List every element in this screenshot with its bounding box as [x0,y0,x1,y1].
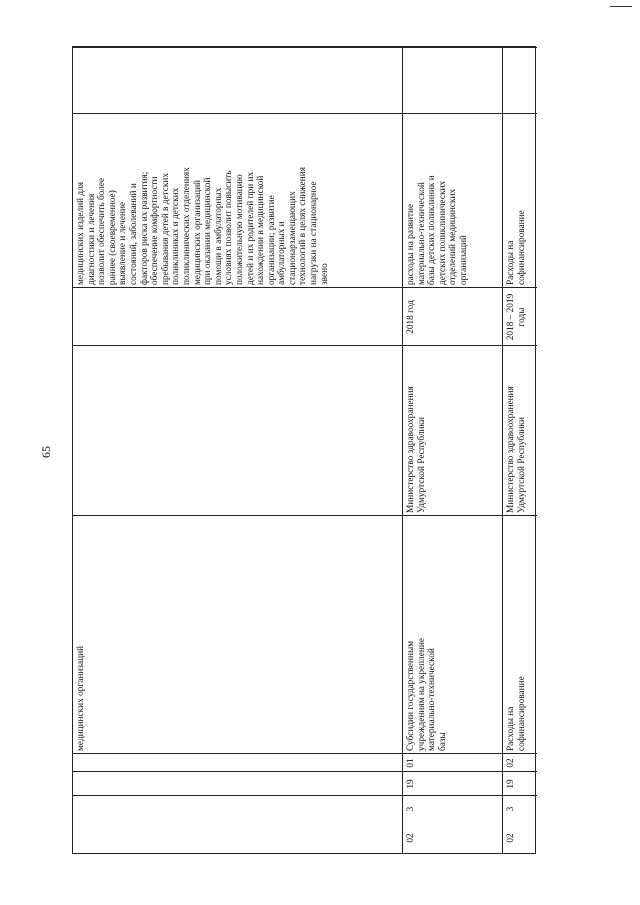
table-cell-extra [503,47,537,113]
cell-text: 2018 год [406,300,416,334]
table-cell-code-c [73,771,402,795]
cell-text: 2018 – 2019 годы [506,293,527,341]
table-row [73,47,403,853]
table-cell-result [403,113,502,287]
corner-dash-mark [610,6,632,7]
cell-text: медицинских организаций [76,645,86,751]
table-cell-period [73,287,402,345]
table-cell-code-d [503,753,537,771]
cell-text: Министерство здравоохранения Удмуртской Республики [506,386,527,513]
table-cell-extra [73,47,402,113]
table-cell-extra [403,47,502,113]
cell-text: Расходы на софинансирование [506,676,527,751]
table-cell-name [403,515,502,753]
table-cell-executor [503,345,537,515]
table-cell-period [503,287,537,345]
table-cell-code-b [503,795,537,821]
document-table [72,46,536,854]
table-cell-code-b [73,795,402,821]
table-cell-name [73,515,402,753]
cell-text: 01 [406,758,416,768]
table-cell-period [403,287,502,345]
cell-text: медицинских изделий для диагностики и лечения позволит обеспечить более раннее (своевременное) выявление и лечение состояний, заболеваний и факторов риска их развития; обеспечение комфортности пребывания детей в детских поликлиниках и детских поликлинических отделениях медицинских организаций при оказании медицинской помощи в амбулаторных условиях позволит повысить положительную мотивацию детей и их родителей при их нахождении в медицинской организации; развитие амбулаторных и стационарзамещающих технологий в целях снижения нагрузки на стационарное звено [76,166,330,285]
page-number: 65 [39,446,53,458]
cell-text: расходы на развитие материально-технической базы детских поликлиник и детских поликлинических отделений медицинских организаций [406,175,469,285]
table-cell-code-a [73,821,402,855]
table-cell-code-a [503,821,537,855]
table-cell-name [503,515,537,753]
table-cell-code-a [403,821,502,855]
table-cell-code-d [403,753,502,771]
cell-text: 02 [406,833,416,843]
table-cell-code-c [503,771,537,795]
cell-text: Министерство здравоохранения Удмуртской Республики [406,386,427,513]
cell-text: Субсидии государственным учреждениям на укрепление материально-технической базы [406,638,448,751]
table-row [403,47,503,853]
table-cell-code-d [73,753,402,771]
table-cell-result [73,113,402,287]
cell-text: 19 [406,779,416,789]
cell-text: 02 [506,833,516,843]
cell-text: 3 [506,806,516,812]
cell-text: 02 [506,758,516,768]
table-cell-code-c [403,771,502,795]
table-cell-code-b [403,795,502,821]
table-cell-executor [403,345,502,515]
cell-text: 3 [406,806,416,812]
table-cell-executor [73,345,402,515]
cell-text: Расходы на софинансирование [506,210,527,285]
table-row [503,47,537,853]
cell-text: 19 [506,779,516,789]
table-cell-result [503,113,537,287]
